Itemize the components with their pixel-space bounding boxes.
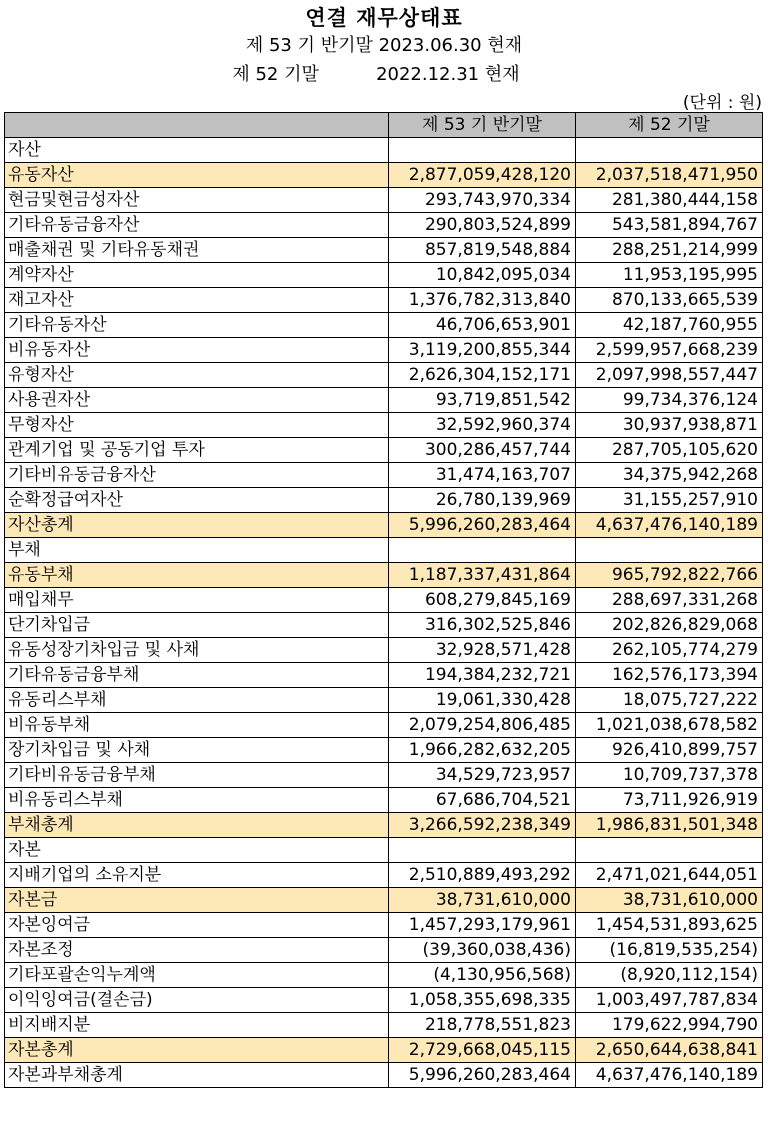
- table-row: [5, 938, 763, 963]
- row-label: 비유동리스부채: [5, 788, 389, 813]
- current-period-value: 26,780,139,969: [389, 488, 576, 513]
- current-period-value: 67,686,704,521: [389, 788, 576, 813]
- row-label: 유동자산: [5, 163, 389, 188]
- prior-period-value: 42,187,760,955: [576, 313, 763, 338]
- row-label: 기타포괄손익누계액: [5, 963, 389, 988]
- prior-period-value: 162,576,173,394: [576, 663, 763, 688]
- prior-period-value: 99,734,376,124: [576, 388, 763, 413]
- prior-period-value: 2,471,021,644,051: [576, 863, 763, 888]
- row-label: 매입채무: [5, 588, 389, 613]
- current-period-value: 2,079,254,806,485: [389, 713, 576, 738]
- current-period-value: 2,729,668,045,115: [389, 1038, 576, 1063]
- current-period-value: [389, 838, 576, 863]
- current-period-value: 3,119,200,855,344: [389, 338, 576, 363]
- current-period-value: 300,286,457,744: [389, 438, 576, 463]
- prior-period-value: 38,731,610,000: [576, 888, 763, 913]
- prior-period-value: 4,637,476,140,189: [576, 1063, 763, 1088]
- table-body: [5, 138, 763, 1088]
- table-row: [5, 138, 763, 163]
- row-label: 유동리스부채: [5, 688, 389, 713]
- row-label: 기타유동금융자산: [5, 213, 389, 238]
- row-label: 단기차입금: [5, 613, 389, 638]
- prior-period-value: 1,021,038,678,582: [576, 713, 763, 738]
- row-label: 재고자산: [5, 288, 389, 313]
- table-row: [5, 638, 763, 663]
- header-account: [5, 113, 389, 138]
- prior-period-value: [576, 138, 763, 163]
- prior-period-value: 73,711,926,919: [576, 788, 763, 813]
- row-label: 자산: [5, 138, 389, 163]
- row-label: 자본: [5, 838, 389, 863]
- table-row: [5, 163, 763, 188]
- prior-period-value: 2,599,957,668,239: [576, 338, 763, 363]
- table-row: [5, 988, 763, 1013]
- prior-period-value: 870,133,665,539: [576, 288, 763, 313]
- row-label: 부채총계: [5, 813, 389, 838]
- current-period-value: (4,130,956,568): [389, 963, 576, 988]
- prior-period-value: (16,819,535,254): [576, 938, 763, 963]
- prior-period-value: 926,410,899,757: [576, 738, 763, 763]
- current-period-value: 1,966,282,632,205: [389, 738, 576, 763]
- row-label: 유동성장기차입금 및 사채: [5, 638, 389, 663]
- prior-period-value: 543,581,894,767: [576, 213, 763, 238]
- table-row: [5, 688, 763, 713]
- prior-period-value: 10,709,737,378: [576, 763, 763, 788]
- current-period-value: 3,266,592,238,349: [389, 813, 576, 838]
- table-row: [5, 1063, 763, 1088]
- prior-period-value: [576, 538, 763, 563]
- prior-period-value: 1,986,831,501,348: [576, 813, 763, 838]
- current-period-value: 46,706,653,901: [389, 313, 576, 338]
- row-label: 자본총계: [5, 1038, 389, 1063]
- current-period-value: 857,819,548,884: [389, 238, 576, 263]
- table-row: [5, 713, 763, 738]
- row-label: 자본과부채총계: [5, 1063, 389, 1088]
- prior-period-value: 1,003,497,787,834: [576, 988, 763, 1013]
- current-period-value: [389, 138, 576, 163]
- table-row: [5, 913, 763, 938]
- prior-period-value: 34,375,942,268: [576, 463, 763, 488]
- table-row: [5, 1013, 763, 1038]
- current-period-value: 293,743,970,334: [389, 188, 576, 213]
- current-period-value: 218,778,551,823: [389, 1013, 576, 1038]
- prior-period-value: 11,953,195,995: [576, 263, 763, 288]
- current-period-value: 2,877,059,428,120: [389, 163, 576, 188]
- table-row: [5, 663, 763, 688]
- table-row: [5, 263, 763, 288]
- prior-period-value: 262,105,774,279: [576, 638, 763, 663]
- row-label: 비유동자산: [5, 338, 389, 363]
- current-period-value: (39,360,038,436): [389, 938, 576, 963]
- current-period-value: [389, 538, 576, 563]
- row-label: 관계기업 및 공동기업 투자: [5, 438, 389, 463]
- table-row: [5, 963, 763, 988]
- table-row: [5, 213, 763, 238]
- row-label: 현금및현금성자산: [5, 188, 389, 213]
- table-row: [5, 288, 763, 313]
- table-row: [5, 313, 763, 338]
- table-row: [5, 563, 763, 588]
- row-label: 순확정급여자산: [5, 488, 389, 513]
- prior-period-value: 2,037,518,471,950: [576, 163, 763, 188]
- table-row: [5, 888, 763, 913]
- current-period-value: 2,510,889,493,292: [389, 863, 576, 888]
- current-period-value: 608,279,845,169: [389, 588, 576, 613]
- prior-period-value: 2,650,644,638,841: [576, 1038, 763, 1063]
- prior-period-value: 202,826,829,068: [576, 613, 763, 638]
- table-row: [5, 588, 763, 613]
- current-period-value: 93,719,851,542: [389, 388, 576, 413]
- prior-period-value: 965,792,822,766: [576, 563, 763, 588]
- current-period-value: 2,626,304,152,171: [389, 363, 576, 388]
- current-period-value: 34,529,723,957: [389, 763, 576, 788]
- prior-period-value: 288,697,331,268: [576, 588, 763, 613]
- table-row: [5, 238, 763, 263]
- prior-period-value: 1,454,531,893,625: [576, 913, 763, 938]
- current-period-value: 32,592,960,374: [389, 413, 576, 438]
- table-row: [5, 1038, 763, 1063]
- row-label: 매출채권 및 기타유동채권: [5, 238, 389, 263]
- row-label: 이익잉여금(결손금): [5, 988, 389, 1013]
- statement-title: 연결 재무상태표: [305, 6, 463, 30]
- table-row: [5, 613, 763, 638]
- row-label: 장기차입금 및 사채: [5, 738, 389, 763]
- prior-period-value: 179,622,994,790: [576, 1013, 763, 1038]
- period-prior: 제 52 기말 2022.12.31 현재: [232, 64, 520, 85]
- row-label: 비유동부채: [5, 713, 389, 738]
- header-row: [5, 113, 763, 138]
- table-row: [5, 863, 763, 888]
- table-row: [5, 438, 763, 463]
- prior-period-value: 4,637,476,140,189: [576, 513, 763, 538]
- row-label: 자산총계: [5, 513, 389, 538]
- row-label: 기타유동금융부채: [5, 663, 389, 688]
- prior-period-value: 2,097,998,557,447: [576, 363, 763, 388]
- row-label: 무형자산: [5, 413, 389, 438]
- prior-period-value: 18,075,727,222: [576, 688, 763, 713]
- row-label: 유동부채: [5, 563, 389, 588]
- row-label: 자본조정: [5, 938, 389, 963]
- table-row: [5, 788, 763, 813]
- row-label: 계약자산: [5, 263, 389, 288]
- current-period-value: 1,187,337,431,864: [389, 563, 576, 588]
- prior-period-value: 287,705,105,620: [576, 438, 763, 463]
- current-period-value: 1,058,355,698,335: [389, 988, 576, 1013]
- current-period-value: 10,842,095,034: [389, 263, 576, 288]
- current-period-value: 290,803,524,899: [389, 213, 576, 238]
- row-label: 지배기업의 소유지분: [5, 863, 389, 888]
- table-row: [5, 413, 763, 438]
- prior-period-value: 281,380,444,158: [576, 188, 763, 213]
- prior-period-value: (8,920,112,154): [576, 963, 763, 988]
- row-label: 유형자산: [5, 363, 389, 388]
- table-row: [5, 838, 763, 863]
- row-label: 비지배지분: [5, 1013, 389, 1038]
- row-label: 자본잉여금: [5, 913, 389, 938]
- header-current-period: 제 53 기 반기말: [389, 113, 576, 138]
- table-row: [5, 513, 763, 538]
- table-row: [5, 188, 763, 213]
- row-label: 기타비유동금융자산: [5, 463, 389, 488]
- current-period-value: 194,384,232,721: [389, 663, 576, 688]
- table-row: [5, 388, 763, 413]
- prior-period-value: 30,937,938,871: [576, 413, 763, 438]
- current-period-value: 5,996,260,283,464: [389, 513, 576, 538]
- table-row: [5, 338, 763, 363]
- table-row: [5, 463, 763, 488]
- row-label: 부채: [5, 538, 389, 563]
- row-label: 자본금: [5, 888, 389, 913]
- table-row: [5, 363, 763, 388]
- table-row: [5, 738, 763, 763]
- balance-sheet-table: [4, 112, 763, 1088]
- table-row: [5, 763, 763, 788]
- unit-label: (단위 : 원): [682, 93, 762, 113]
- current-period-value: 38,731,610,000: [389, 888, 576, 913]
- period-current: 제 53 기 반기말 2023.06.30 현재: [245, 35, 523, 56]
- current-period-value: 1,376,782,313,840: [389, 288, 576, 313]
- prior-period-value: 288,251,214,999: [576, 238, 763, 263]
- prior-period-value: [576, 838, 763, 863]
- header-prior-period: 제 52 기말: [576, 113, 763, 138]
- current-period-value: 31,474,163,707: [389, 463, 576, 488]
- current-period-value: 19,061,330,428: [389, 688, 576, 713]
- table-row: [5, 538, 763, 563]
- row-label: 기타유동자산: [5, 313, 389, 338]
- table-row: [5, 488, 763, 513]
- row-label: 사용권자산: [5, 388, 389, 413]
- current-period-value: 32,928,571,428: [389, 638, 576, 663]
- current-period-value: 1,457,293,179,961: [389, 913, 576, 938]
- current-period-value: 5,996,260,283,464: [389, 1063, 576, 1088]
- current-period-value: 316,302,525,846: [389, 613, 576, 638]
- table-row: [5, 813, 763, 838]
- prior-period-value: 31,155,257,910: [576, 488, 763, 513]
- row-label: 기타비유동금융부채: [5, 763, 389, 788]
